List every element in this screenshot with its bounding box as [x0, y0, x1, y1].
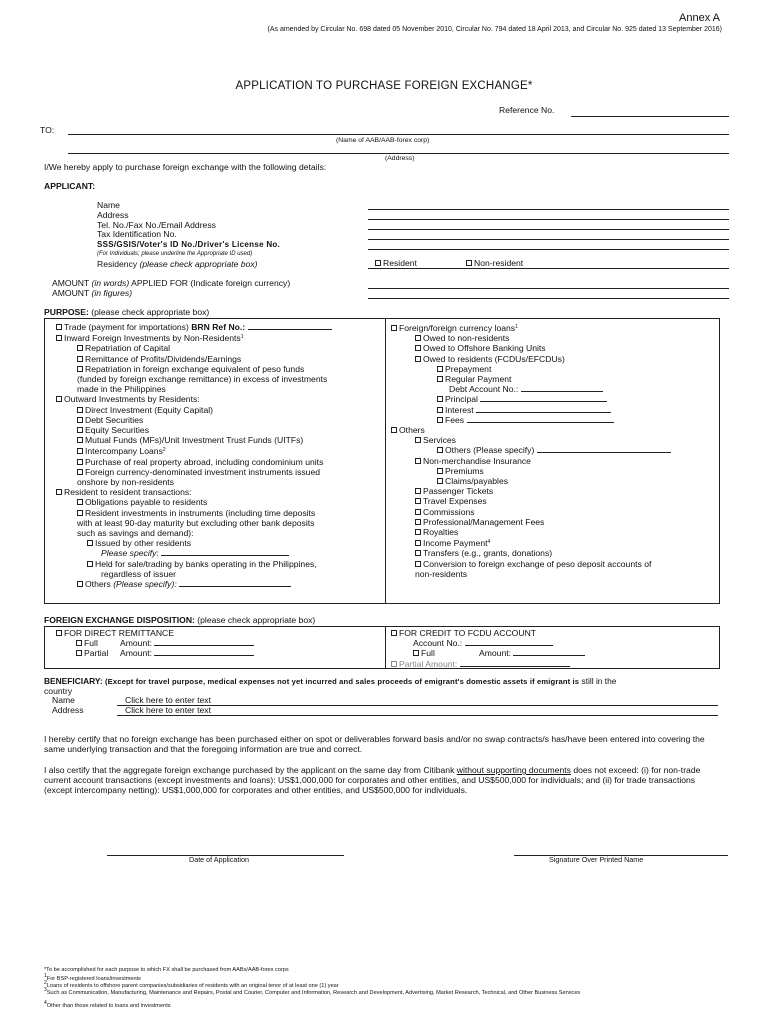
- purpose-principal[interactable]: Principal: [391, 394, 671, 404]
- purpose-owed-res[interactable]: Owed to residents (FCDUs/EFCDUs): [391, 354, 671, 364]
- purpose-fx-loans[interactable]: Foreign/foreign currency loans$^1$: [391, 322, 671, 333]
- checkbox-icon: [466, 260, 472, 266]
- purpose-prepayment[interactable]: Prepayment: [391, 364, 671, 374]
- amount-words-field[interactable]: [368, 288, 729, 289]
- amendment-note: (As amended by Circular No. 698 dated 05 November 2010, Circular No. 794 dated 18 April 2013, and Circular No. 925 dated 13 September 2016): [267, 26, 722, 33]
- purpose-divider: [385, 318, 386, 604]
- purpose-conversion-line2: non-residents: [415, 568, 468, 579]
- to-address-caption: (Address): [385, 155, 415, 162]
- fcdu-checkbox[interactable]: FOR CREDIT TO FCDU ACCOUNT: [391, 628, 585, 638]
- applicant-ids-note: (For Individuals; please underline the Appropriate ID used): [97, 251, 253, 257]
- applicant-name-field[interactable]: [368, 209, 729, 210]
- purpose-remittance[interactable]: Remittance of Profits/Dividends/Earnings: [56, 354, 332, 364]
- purpose-obligations[interactable]: Obligations payable to residents: [56, 497, 332, 507]
- purpose-fc-instruments-line2: onshore by non-residents: [77, 477, 174, 488]
- footnote-asterisk: *To be accomplished for each purpose to which FX shall be purchased from AABs/AAB-forex corps: [44, 967, 289, 973]
- purpose-passenger[interactable]: Passenger Tickets: [391, 486, 671, 496]
- direct-full-checkbox[interactable]: Full Amount:: [56, 638, 254, 648]
- certification-paragraph-2: I also certify that the aggregate foreign exchange purchased by the applicant on the same day from Citibank without supporting documents does not exceed: (i) for non-trade current account transactions (except investments and loans): US$1,000,000 for corporates and other entities, and US$500,000 for individuals; and (ii) for trade transactions (except intercompany netting): US$1,000,000 for corporates and other entities, and US$500,000 for individuals.: [44, 765, 701, 795]
- beneficiary-note-tail: country: [44, 686, 73, 696]
- applicant-residency-field: [368, 268, 729, 269]
- beneficiary-heading: BENEFICIARY: (Except for travel purpose, medical expenses not yet incurred and sales proceeds of emigrant's domestic assets if emigrant is still in the: [44, 676, 617, 686]
- applicant-name-label: Name: [97, 200, 120, 210]
- purpose-travel[interactable]: Travel Expenses: [391, 496, 671, 506]
- signature-label: Signature Over Printed Name: [549, 855, 644, 864]
- purpose-heading: PURPOSE: (please check appropriate box): [44, 307, 210, 317]
- purpose-mutual-funds[interactable]: Mutual Funds (MFs)/Unit Investment Trust Funds (UITFs): [56, 435, 332, 445]
- applicant-ids-field[interactable]: [368, 249, 729, 250]
- applicant-tel-field[interactable]: [368, 229, 729, 230]
- direct-remittance-checkbox[interactable]: FOR DIRECT REMITTANCE: [56, 628, 254, 638]
- beneficiary-address-line: [117, 715, 718, 716]
- purpose-debt-account: Debt Account No.:: [391, 384, 671, 394]
- purpose-right-others[interactable]: Others: [391, 425, 671, 435]
- purpose-claims[interactable]: Claims/payables: [391, 476, 671, 486]
- amount-words-label: AMOUNT (in words) APPLIED FOR (Indicate foreign currency): [52, 278, 291, 288]
- beneficiary-address-input[interactable]: Click here to enter text: [125, 705, 211, 715]
- purpose-direct[interactable]: Direct Investment (Equity Capital): [56, 405, 332, 415]
- purpose-left-column: [56, 322, 332, 589]
- to-label: TO:: [40, 125, 55, 135]
- resident-checkbox[interactable]: Resident: [375, 259, 417, 269]
- purpose-real-property[interactable]: Purchase of real property abroad, including condominium units: [56, 457, 332, 467]
- purpose-interest[interactable]: Interest: [391, 405, 671, 415]
- purpose-fees[interactable]: Fees: [391, 415, 671, 425]
- checkbox-icon: [375, 260, 381, 266]
- applicant-address-label: Address: [97, 210, 129, 220]
- purpose-resident-investments-line2: with at least 90-day maturity but excluding other bank deposits: [77, 517, 315, 528]
- purpose-inward[interactable]: Inward Foreign Investments by Non-Residents$^1$: [56, 332, 332, 343]
- reference-label: Reference No.: [499, 105, 555, 115]
- purpose-transfers[interactable]: Transfers (e.g., grants, donations): [391, 548, 671, 558]
- applicant-ids-label: SSS/GSIS/Voter's ID No./Driver's License No.: [97, 240, 281, 249]
- amount-figures-field[interactable]: [368, 298, 729, 299]
- purpose-repat-equiv-line2: (funded by foreign exchange remittance) in excess of investments: [77, 374, 328, 385]
- fcdu-full-checkbox[interactable]: Full Amount:: [391, 648, 585, 658]
- fcdu-partial-checkbox[interactable]: Partial Amount:: [391, 659, 585, 669]
- direct-partial-checkbox[interactable]: Partial Amount:: [56, 648, 254, 658]
- purpose-royalties[interactable]: Royalties: [391, 527, 671, 537]
- purpose-repat-equiv[interactable]: Repatriation in foreign exchange equivalent of peso funds: [56, 364, 332, 374]
- purpose-equity-securities[interactable]: Equity Securities: [56, 425, 332, 435]
- purpose-regular[interactable]: Regular Payment: [391, 374, 671, 384]
- annex-label: Annex A: [679, 12, 720, 24]
- certification-paragraph-1: I hereby certify that no foreign exchange has been purchased either on spot or deliverables forward basis and/or no swap contracts/s has/have been entered into covering the same underlying transaction and that the foregoing information are true and correct.: [44, 734, 705, 754]
- purpose-left-others[interactable]: Others (Please specify):: [56, 579, 332, 589]
- purpose-resident-investments-line3: such as savings and demand):: [77, 528, 194, 539]
- purpose-trade[interactable]: Trade (payment for importations) BRN Ref No.:: [56, 322, 332, 332]
- applicant-tin-field[interactable]: [368, 239, 729, 240]
- purpose-held-for-sale-line2: regardless of issuer: [101, 568, 176, 579]
- applicant-tel-label: Tel. No./Fax No./Email Address: [97, 220, 216, 230]
- date-of-application-label: Date of Application: [189, 855, 249, 864]
- purpose-fc-instruments[interactable]: Foreign currency-denominated investment instruments issued: [56, 467, 332, 477]
- purpose-held-for-sale[interactable]: Held for sale/trading by banks operating in the Philippines,: [56, 559, 332, 569]
- disposition-left: [56, 628, 254, 659]
- beneficiary-name-line: [117, 705, 718, 706]
- applicant-residency-label: Residency (please check appropriate box): [97, 259, 258, 269]
- to-name-field[interactable]: [68, 134, 729, 135]
- non-resident-checkbox[interactable]: Non-resident: [466, 259, 523, 269]
- footnote-2: 2Loans of residents to offshore parent companies/subsidiaries of residents with an original tenor of at least one (1) year: [44, 980, 339, 989]
- footnote-1: 1For BSP-registered loans/investments: [44, 973, 141, 982]
- purpose-outward[interactable]: Outward Investments by Residents:: [56, 394, 332, 404]
- purpose-prof-fees[interactable]: Professional/Management Fees: [391, 517, 671, 527]
- purpose-commissions[interactable]: Commissions: [391, 507, 671, 517]
- applicant-tin-label: Tax Identification No.: [97, 229, 177, 239]
- intro-text: I/We hereby apply to purchase foreign exchange with the following details:: [44, 162, 327, 172]
- disposition-divider: [385, 626, 386, 669]
- beneficiary-name-input[interactable]: Click here to enter text: [125, 695, 211, 705]
- reference-field[interactable]: [571, 116, 729, 117]
- beneficiary-name-label: Name: [52, 695, 75, 705]
- purpose-owed-nonres[interactable]: Owed to non-residents: [391, 333, 671, 343]
- beneficiary-address-label: Address: [52, 705, 84, 715]
- applicant-address-field[interactable]: [368, 219, 729, 220]
- purpose-resident-investments[interactable]: Resident investments in instruments (including time deposits: [56, 508, 332, 518]
- purpose-please-specify: Please specify:: [56, 548, 332, 558]
- purpose-r2r[interactable]: Resident to resident transactions:: [56, 487, 332, 497]
- to-address-field[interactable]: [68, 153, 729, 154]
- fcdu-account: Account No.:: [391, 638, 585, 648]
- footnote-4: 4Other than those related to loans and investments: [44, 1000, 171, 1009]
- to-name-caption: (Name of AAB/AAB-forex corp): [336, 137, 430, 144]
- purpose-premiums[interactable]: Premiums: [391, 466, 671, 476]
- purpose-owed-obu[interactable]: Owed to Offshore Banking Units: [391, 343, 671, 353]
- purpose-services[interactable]: Services: [391, 435, 671, 445]
- applicant-heading: APPLICANT:: [44, 181, 96, 191]
- purpose-repatriation[interactable]: Repatriation of Capital: [56, 343, 332, 353]
- amount-figures-label: AMOUNT (in figures): [52, 288, 133, 298]
- purpose-right-column: [391, 322, 671, 579]
- purpose-repat-equiv-line3: made in the Philippines: [77, 384, 166, 395]
- purpose-debt-securities[interactable]: Debt Securities: [56, 415, 332, 425]
- purpose-conversion[interactable]: Conversion to foreign exchange of peso deposit accounts of: [391, 559, 671, 569]
- purpose-income[interactable]: Income Payment$^4$: [391, 537, 671, 548]
- purpose-issued[interactable]: Issued by other residents: [56, 538, 332, 548]
- footnote-3: 3Such as Communication, Manufacturing, Maintenance and Repairs, Postal and Courier, Computer and Information, Research and Development, Advertising, Market Research, Technical, and Other Business Services: [44, 987, 581, 996]
- purpose-nonmerch[interactable]: Non-merchandise Insurance: [391, 456, 671, 466]
- purpose-services-others[interactable]: Others (Please specify): [391, 445, 671, 455]
- disposition-heading: FOREIGN EXCHANGE DISPOSITION: (please check appropriate box): [44, 615, 316, 625]
- purpose-intercompany[interactable]: Intercompany Loans$^2$: [56, 445, 332, 456]
- disposition-right: [391, 628, 585, 669]
- page-title: APPLICATION TO PURCHASE FOREIGN EXCHANGE*: [235, 80, 533, 92]
